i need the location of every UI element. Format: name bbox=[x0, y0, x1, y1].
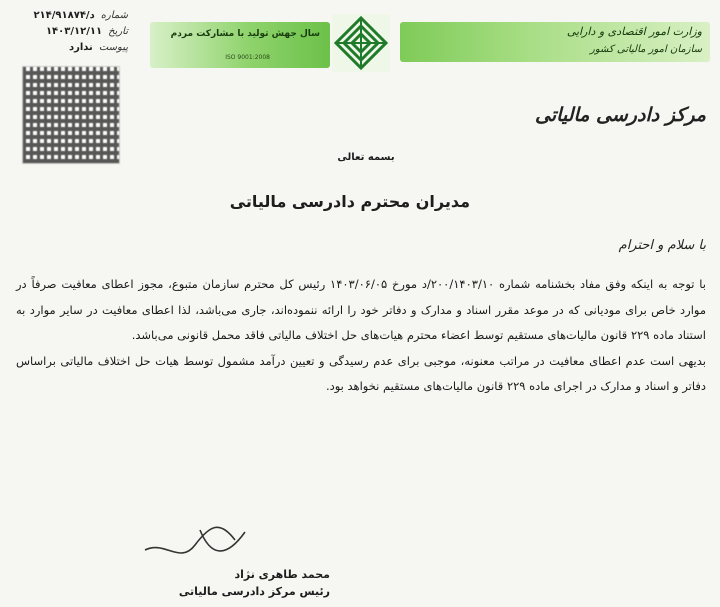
meta-number-label: شماره bbox=[100, 10, 128, 21]
banner-iso: ISO 9001:2008 bbox=[225, 54, 270, 61]
handwritten-signature-icon bbox=[140, 510, 250, 570]
meta-attachment-row bbox=[18, 40, 128, 56]
ministry-name: وزارت امور اقتصادی و دارایی bbox=[566, 25, 702, 38]
letter-body bbox=[16, 272, 706, 400]
meta-date-label: تاریخ bbox=[108, 26, 128, 37]
meta-number-row bbox=[18, 8, 128, 24]
banner-slogan: سال جهش تولید با مشارکت مردم bbox=[170, 29, 320, 39]
qr-code-icon bbox=[22, 66, 120, 164]
signature-block bbox=[150, 566, 330, 600]
meta-attachment-label: پیوست bbox=[98, 42, 128, 53]
meta-date: ۱۴۰۳/۱۲/۱۱ bbox=[45, 26, 103, 37]
letter-addressee: مدیران محترم دادرسی مالیاتی bbox=[229, 192, 470, 211]
meta-date-row bbox=[18, 24, 128, 40]
organization-name: سازمان امور مالیاتی کشور bbox=[590, 44, 702, 55]
meta-attachment: ندارد bbox=[68, 42, 93, 53]
letter-meta bbox=[18, 8, 128, 56]
ministry-banner bbox=[400, 22, 710, 62]
basmala bbox=[0, 152, 720, 163]
meta-number: ۲۱۴/۹۱۸۷۴/د bbox=[33, 10, 95, 21]
center-name: مرکز دادرسی مالیاتی bbox=[535, 104, 706, 126]
tax-organization-emblem-icon bbox=[332, 14, 390, 72]
signer-title: رئیس مرکز دادرسی مالیاتی bbox=[178, 585, 330, 598]
ministry-header bbox=[400, 22, 710, 62]
letter-greeting: با سلام و احترام bbox=[618, 238, 706, 253]
slogan-banner bbox=[150, 22, 330, 68]
paragraph-1: با توجه به اینکه وفق مفاد بخشنامه شماره ۲۰۰/۱۴۰۳/۱۰/د مورخ ۱۴۰۳/۰۶/۰۵ رئیس کل محترم سازمان متبوع، مجوز اعطای معافیت صرفاً در موارد خاص برای مودیانی که در موعد مقرر اسناد و مدارک و دفاتر خود را ارائه ننموده‌اند، جاری می‌باشد، لذا اعطای معافیت در سایر موارد به استناد ماده ۲۲۹ قانون مالیات‌های مستقیم توسط اعضاء محترم هیات‌های حل اختلاف مالیاتی فاقد محمل قانونی می‌باشد. bbox=[16, 277, 706, 342]
paragraph-2: بدیهی است عدم اعطای معافیت در مراتب معنونه، موجبی برای عدم رسیدگی و تعیین درآمد مشمول توسط هیات حل اختلاف مالیاتی براساس دفاتر و اسناد و مدارک در اجرای ماده ۲۲۹ قانون مالیات‌های مستقیم نخواهد بود. bbox=[16, 353, 706, 393]
signer-name: محمد طاهری نژاد bbox=[234, 568, 330, 581]
basmala-text: بسمه تعالی bbox=[337, 152, 395, 163]
